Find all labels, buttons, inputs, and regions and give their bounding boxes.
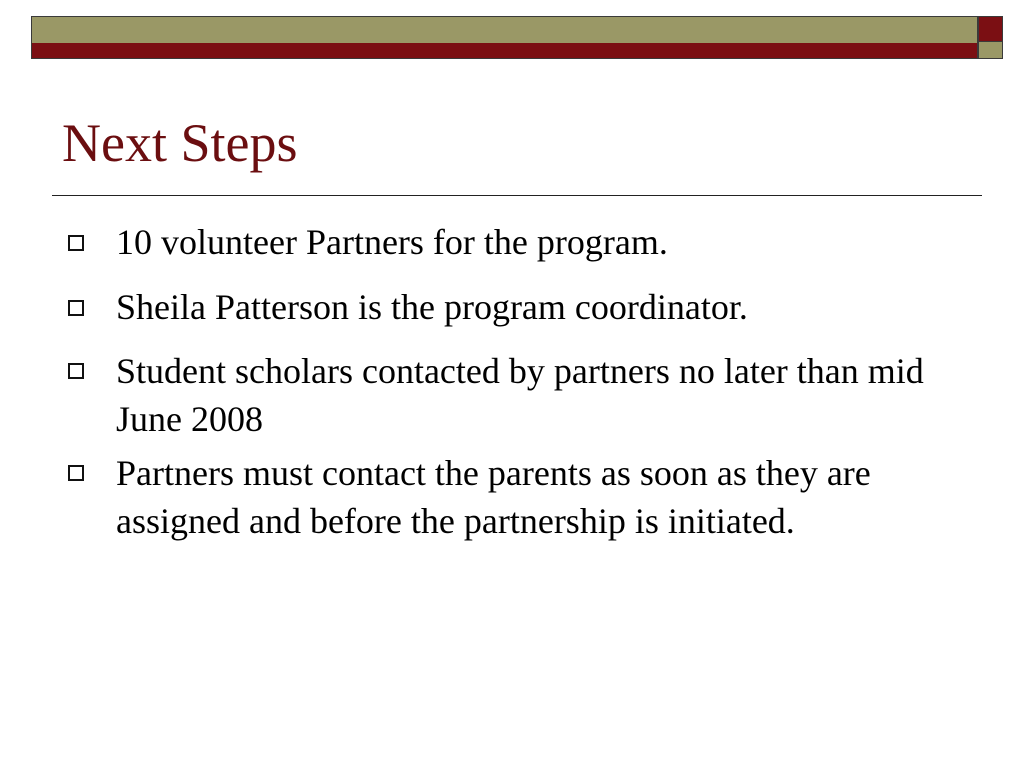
bullet-text: 10 volunteer Partners for the program.: [116, 222, 668, 262]
hollow-square-icon: [68, 363, 84, 379]
slide-title: Next Steps: [62, 113, 298, 173]
banner-olive-band: [32, 17, 977, 43]
hollow-square-icon: [68, 300, 84, 316]
bullet-item: [68, 449, 968, 545]
bullet-text: Sheila Patterson is the program coordinator.: [116, 287, 748, 327]
banner-corner-maroon-square: [978, 16, 1003, 42]
bullet-item: [68, 347, 968, 443]
banner-maroon-band: [32, 43, 977, 59]
bullet-text: Student scholars contacted by partners no later than mid June 2008: [116, 351, 924, 439]
header-banner: [31, 16, 978, 59]
banner-corner-olive-square: [978, 41, 1003, 59]
hollow-square-icon: [68, 465, 84, 481]
hollow-square-icon: [68, 235, 84, 251]
bullet-text: Partners must contact the parents as soon as they are assigned and before the partnership is initiated.: [116, 453, 871, 541]
bullet-item: [68, 287, 968, 327]
bullet-item: [68, 222, 968, 262]
title-divider: [52, 195, 982, 196]
bullet-list: [68, 222, 968, 545]
